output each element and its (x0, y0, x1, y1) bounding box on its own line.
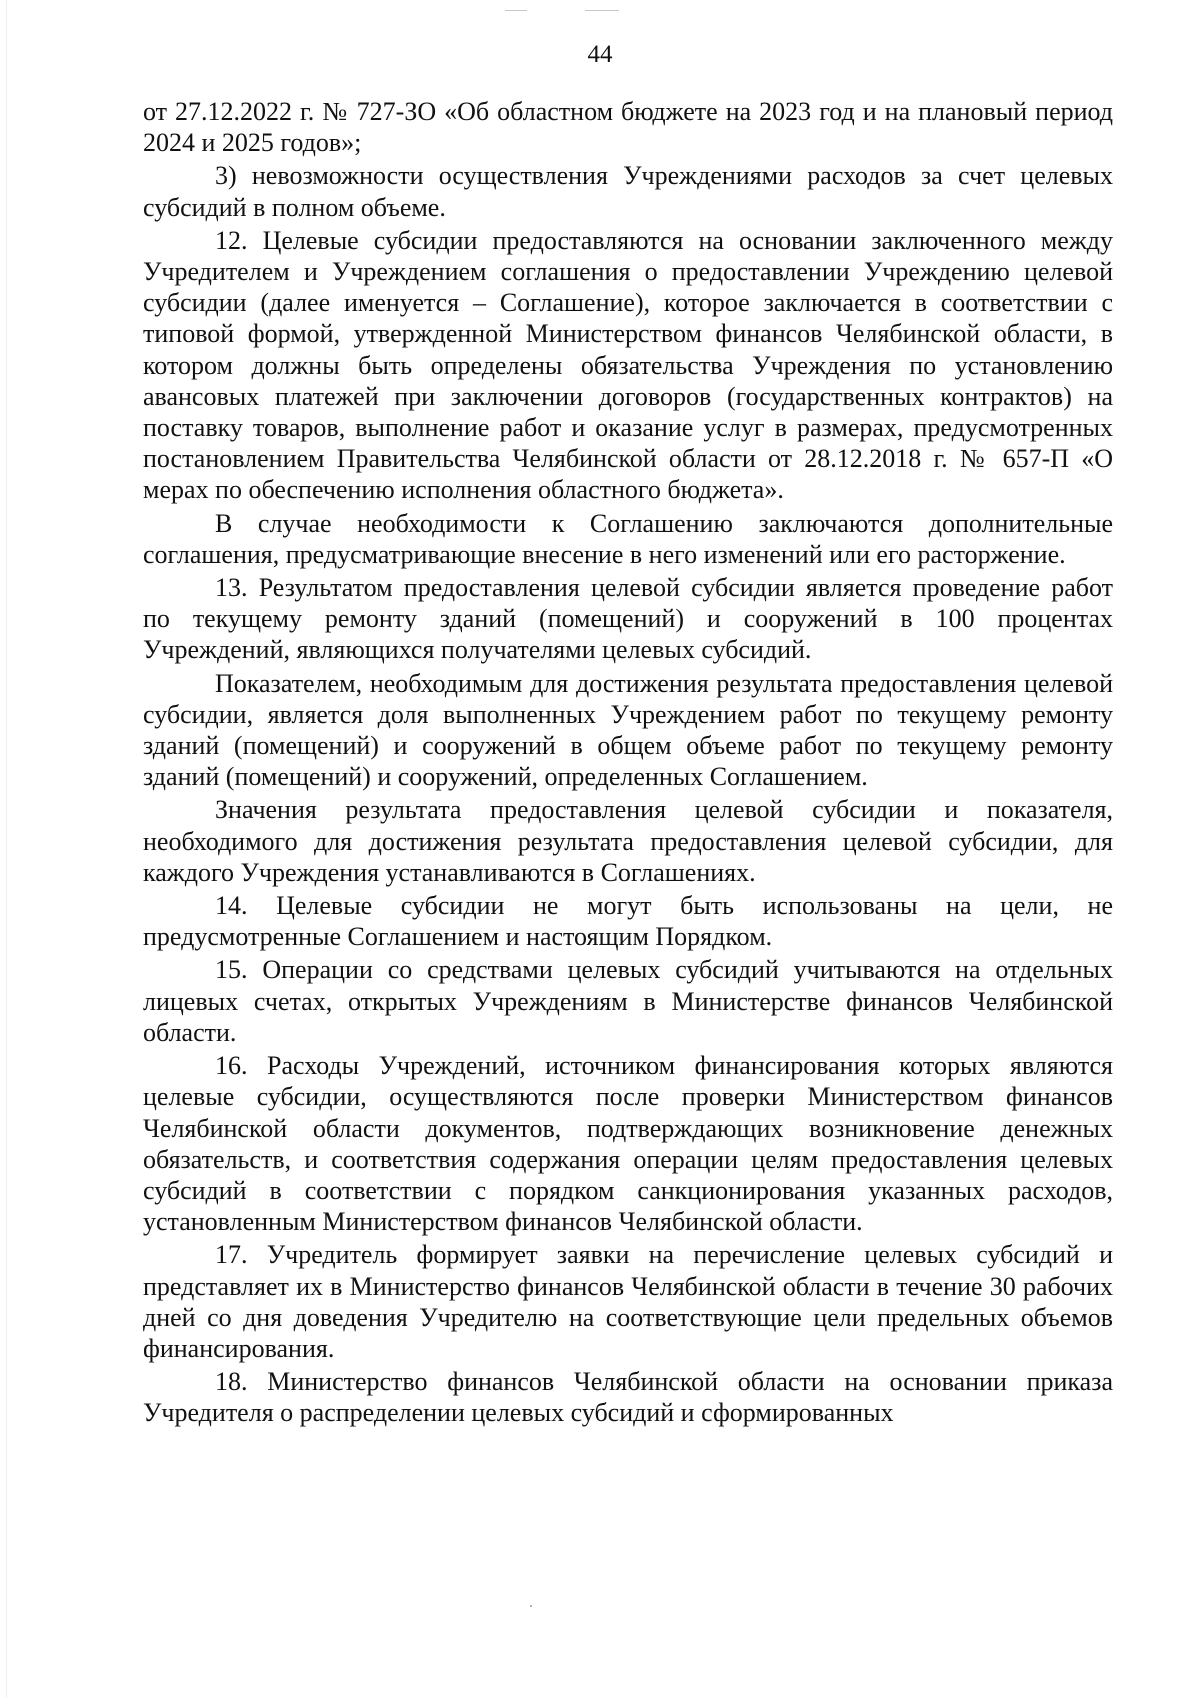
document-body (143, 96, 1113, 1431)
page-number: 44 (587, 41, 613, 68)
scan-edge-line (6, 0, 7, 1698)
scan-artifact (505, 10, 527, 11)
paragraph-additional-agreements: В случае необходимости к Соглашению заключаются дополнительные соглашения, предусматривающие внесение в него изменений или его расторжение. (143, 508, 1113, 569)
paragraph-14: 14. Целевые субсидии не могут быть использованы на цели, не предусмотренные Соглашением и настоящим Порядком. (143, 891, 1113, 952)
paragraph-18: 18. Министерство финансов Челябинской области на основании приказа Учредителя о распределении целевых субсидий и сформированных (143, 1367, 1113, 1428)
paragraph-12: 12. Целевые субсидии предоставляются на основании заключенного между Учредителем и Учреждением соглашения о предоставлении Учреждению целевой субсидии (далее именуется – Соглашение), которое заключается в соответствии с типовой формой, утвержденной Министерством финансов Челябинской области, в котором должны быть определены обязательства Учреждения по установлению авансовых платежей при заключении договоров (государственных контрактов) на поставку товаров, выполнение работ и оказание услуг в размерах, предусмотренных постановлением Правительства Челябинской области от 28.12.2018 г. № 657-П «О мерах по обеспечению исполнения областного бюджета». (143, 225, 1113, 505)
paragraph-17: 17. Учредитель формирует заявки на перечисление целевых субсидий и представляет их в Министерство финансов Челябинской области в течение 30 рабочих дней со дня доведения Учредителю на соответствующие цели предельных объемов финансирования. (143, 1240, 1113, 1363)
paragraph-16: 16. Расходы Учреждений, источником финансирования которых являются целевые субсидии, осуществляются после проверки Министерством финансов Челябинской области документов, подтверждающих возникновение денежных обязательств, и соответствия содержания операции целям предоставления целевых субсидий в соответствии с порядком санкционирования указанных расходов, установленным Министерством финансов Челябинской области. (143, 1051, 1113, 1237)
scan-dust-dot (530, 1605, 532, 1607)
scan-artifact (585, 10, 619, 11)
paragraph-13: 13. Результатом предоставления целевой субсидии является проведение работ по текущему ремонту зданий (помещений) и сооружений в 100 процентах Учреждений, являющихся получателями целевых субсидий. (143, 573, 1113, 665)
paragraph-continuation: от 27.12.2022 г. № 727-ЗО «Об областном бюджете на 2023 год и на плановый период 2024 и 2025 годов»; (143, 97, 1113, 158)
paragraph-indicator: Показателем, необходимым для достижения результата предоставления целевой субсидии, является доля выполненных Учреждением работ по текущему ремонту зданий (помещений) и сооружений в общем объеме работ по текущему ремонту зданий (помещений) и сооружений, определенных Соглашением. (143, 668, 1113, 792)
paragraph-15: 15. Операции со средствами целевых субсидий учитываются на отдельных лицевых счетах, открытых Учреждениям в Министерстве финансов Челябинской области. (143, 955, 1113, 1047)
paragraph-item-3: 3) невозможности осуществления Учреждениями расходов за счет целевых субсидий в полном объеме. (143, 161, 1113, 222)
paragraph-values: Значения результата предоставления целевой субсидии и показателя, необходимого для достижения результата предоставления целевой субсидии, для каждого Учреждения устанавливаются в Соглашениях. (143, 795, 1113, 887)
